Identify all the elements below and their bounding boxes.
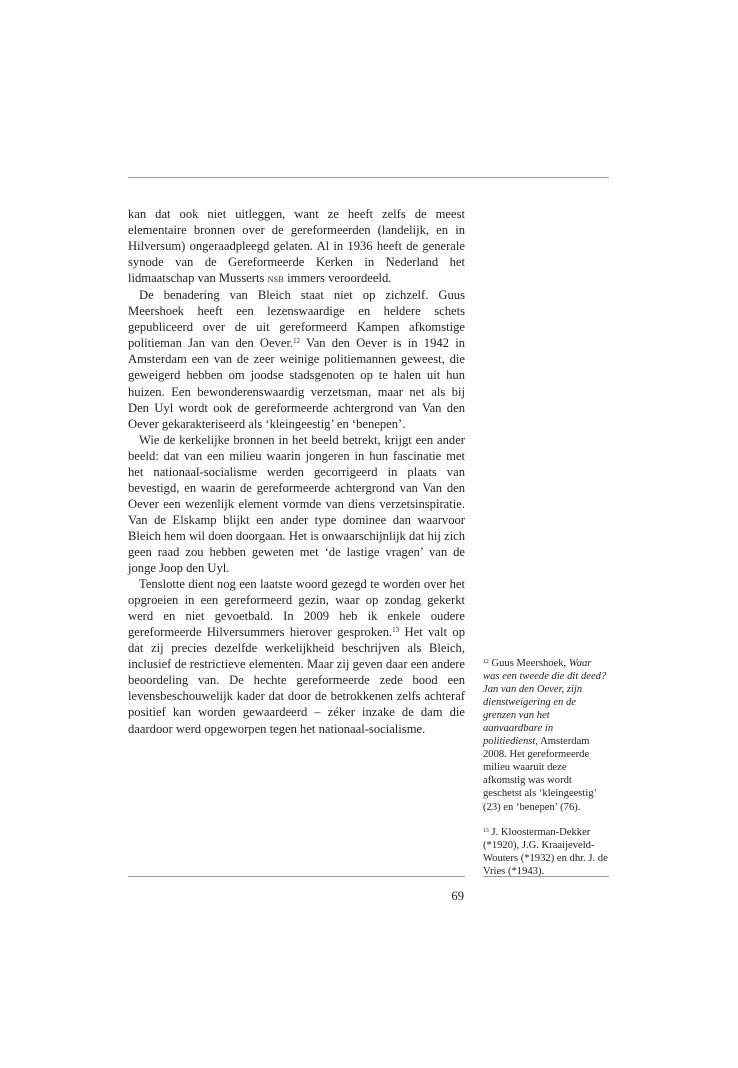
paragraph-4-text: Tenslotte dient nog een laatste woord gezegd te worden over het opgroeien in een gereformeerd gezin, waar op zondag gekerkt werd en niet gevoetbald. In 2009 heb ik enkele oudere gereformeerde Hilversummers hierover gesproken. xyxy=(128,577,465,640)
paragraph-1-end: immers veroordeeld. xyxy=(284,271,392,286)
nsb-abbreviation: nsb xyxy=(267,273,285,286)
footnote-13-text: J. Kloosterman-Dekker (*1920), J.G. Kraaijeveld-Wouters (*1932) en dhr. J. de Vries (*1943). xyxy=(483,826,608,877)
paragraph-1 xyxy=(128,206,465,287)
paragraph-2-text: De benadering van Bleich staat niet op zichzelf. Guus Meershoek heeft een lezenswaardige en heldere schets gepubliceerd over de uit gereformeerd Kampen afkomstige politieman Jan van den Oever. xyxy=(128,288,465,351)
main-text-column xyxy=(128,206,465,737)
paragraph-2 xyxy=(128,287,465,431)
footnote-13 xyxy=(483,826,609,878)
footnote-13-number: 13 xyxy=(483,827,489,834)
footnote-12 xyxy=(483,657,609,814)
footnote-12-text: Amsterdam 2008. Het gereformeerde milieu waaruit deze afkomstig was wordt geschetst als ‘kleingeestig’ (23) en ‘benepen’ (76). xyxy=(483,736,597,813)
paragraph-4 xyxy=(128,576,465,736)
side-notes xyxy=(483,657,609,878)
paragraph-1-text: kan dat ook niet uitleggen, want ze heeft zelfs de meest elementaire bronnen over de gereformeerden (landelijk, en in Hilversum) ongeraadpleegd gelaten. Al in 1936 heeft de generale synode van de Gereformeerde Kerken in Nederland het lidmaatschap van Musserts xyxy=(128,207,465,286)
footnote-12-title: Waar was een tweede die dit deed? Jan van den Oever, zijn dienstweigering en de grenzen van het aanvaardbare in politiedienst, xyxy=(483,658,607,748)
paragraph-3: Wie de kerkelijke bronnen in het beeld betrekt, krijgt een ander beeld: dat van een milieu waarin jongeren in hun fascinatie met het nationaal-socialisme werden gecorrigeerd in plaats van bevestigd, en waarin de gereformeerde achtergrond van Van den Oever een wezenlijk element vormde van diens verzetsinspiratie. Van de Elskamp blijkt een ander type dominee dan waarvoor Bleich hem wil doen doorgaan. Het is onwaarschijnlijk dat hij zich geen raad zou hebben geweten met ‘de lastige vragen’ van de jonge Joop den Uyl. xyxy=(128,432,465,576)
footnote-12-number: 12 xyxy=(483,658,489,665)
top-rule xyxy=(128,177,609,178)
bottom-rule-notes xyxy=(483,876,609,877)
bottom-rule-main xyxy=(128,876,465,877)
footnote-ref-13[interactable]: 13 xyxy=(392,627,400,635)
paragraph-2-end: Van den Oever is in 1942 in Amsterdam een van de zeer weinige politiemannen geweest, die geweigerd hebben om joodse stadsgenoten op te halen uit hun huizen. Een bewonderenswaardig verzetsman, maar net als bij Den Uyl wordt ook de gereformeerde achtergrond van Van den Oever gekarakteriseerd als ‘kleingeestig’ en ‘benepen’. xyxy=(128,336,465,431)
footnote-12-author: Guus Meershoek, xyxy=(488,658,569,669)
page-number: 69 xyxy=(451,889,464,903)
paragraph-4-end: Het valt op dat zij precies dezelfde werkelijkheid beschrijven als Bleich, inclusief de restrictieve elementen. Maar zij geven daar een andere beoordeling van. De hechte gereformeerde zede bood een levensbeschouwelijk kader dat door de betrokkenen zelfs achteraf positief kan worden gewaardeerd – zéker inzake de dam die daardoor werd opgeworpen tegen het nationaal-socialisme. xyxy=(128,625,465,736)
footnote-ref-12[interactable]: 12 xyxy=(293,338,301,346)
